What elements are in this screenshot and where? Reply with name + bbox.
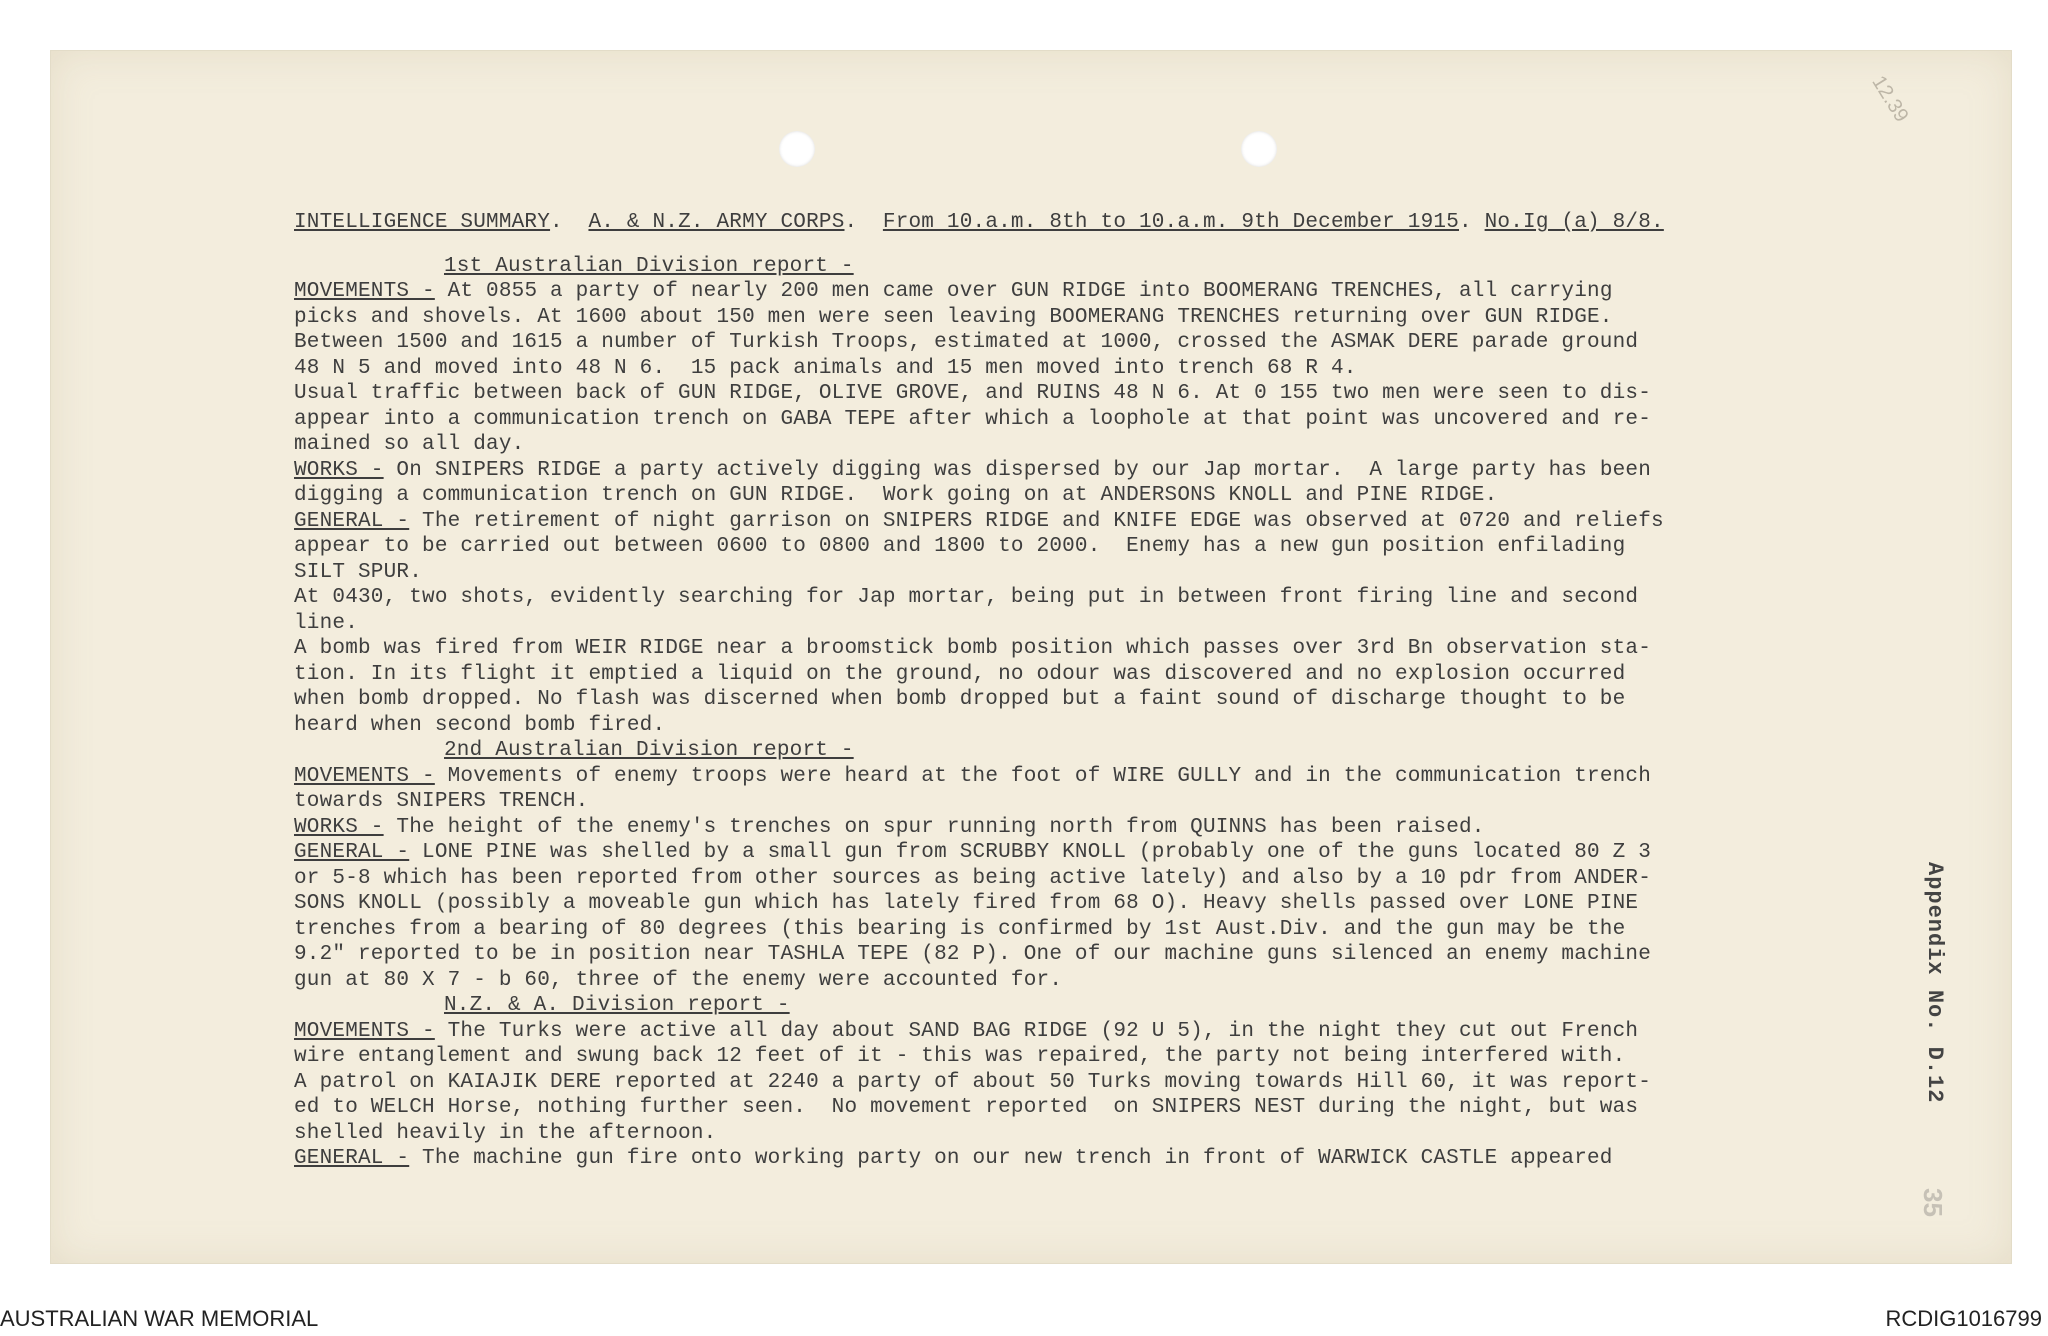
paragraph-line: tion. In its flight it emptied a liquid on the ground, no odour was discovered and no explosion occurred — [294, 662, 1626, 686]
paragraph-line: A patrol on KAIAJIK DERE reported at 2240 a party of about 50 Turks moving towards Hill 60, it was report- — [294, 1070, 1652, 1094]
paragraph-line: ed to WELCH Horse, nothing further seen. No movement reported on SNIPERS NEST during the night, but was — [294, 1096, 1639, 1119]
paragraph-line: heard when second bomb fired. — [294, 713, 666, 737]
paragraph-line: when bomb dropped. No flash was discerned when bomb dropped but a faint sound of discharge thought to be — [294, 688, 1626, 711]
paragraph-line: Between 1500 and 1615 a number of Turkish Troops, estimated at 1000, crossed the ASMAK DERE parade ground — [294, 331, 1639, 354]
appendix-label: Appendix No. D.12 — [1922, 862, 1947, 1104]
paragraph-line: 9.2" reported to be in position near TASHLA TEPE (82 P). One of our machine guns silenced an enemy machine — [294, 943, 1652, 966]
paragraph-line: SILT SPUR. — [294, 560, 423, 584]
paragraph-line: MOVEMENTS - The Turks were active all day about SAND BAG RIDGE (92 U 5), in the night they cut out French — [294, 1019, 1639, 1043]
page-stamp-number: 35 — [1918, 1188, 1948, 1217]
paragraph-line: towards SNIPERS TRENCH. — [294, 790, 589, 813]
paragraph-line: gun at 80 X 7 - b 60, three of the enemy were accounted for. — [294, 968, 1063, 992]
pencil-note: 12.39 — [1867, 72, 1913, 127]
paragraph-line: GENERAL - The machine gun fire onto working party on our new trench in front of WARWICK CASTLE appeared — [294, 1147, 1613, 1170]
punch-hole — [779, 131, 815, 167]
paragraph-line: trenches from a bearing of 80 degrees (this bearing is confirmed by 1st Aust.Div. and the gun may be the — [294, 917, 1626, 941]
paragraph-line: GENERAL - The retirement of night garrison on SNIPERS RIDGE and KNIFE EDGE was observed at 0720 and reliefs — [294, 509, 1664, 533]
paragraph-line: GENERAL - LONE PINE was shelled by a small gun from SCRUBBY KNOLL (probably one of the guns located 80 Z 3 — [294, 841, 1652, 864]
section-heading: N.Z. & A. Division report - — [444, 994, 790, 1017]
paragraph-line: or 5-8 which has been reported from other sources as being active lately) and also by a 10 pdr from ANDER- — [294, 866, 1652, 890]
paragraph-line: A bomb was fired from WEIR RIDGE near a broomstick bomb position which passes over 3rd Bn observation sta- — [294, 637, 1652, 660]
summary-header: INTELLIGENCE SUMMARY. A. & N.Z. ARMY CORPS. From 10.a.m. 8th to 10.a.m. 9th December 1915. No.Ig (a) 8/8. — [294, 211, 1664, 234]
paragraph-line: WORKS - On SNIPERS RIDGE a party actively digging was dispersed by our Jap mortar. A large party has been — [294, 458, 1652, 482]
paragraph-line: appear into a communication trench on GABA TEPE after which a loophole at that point was uncovered and re- — [294, 407, 1652, 431]
paragraph-line: mained so all day. — [294, 433, 525, 456]
footer-record-id: RCDIG1016799 — [1885, 1306, 2042, 1331]
section-heading: 2nd Australian Division report - — [444, 739, 854, 762]
paragraph-line: At 0430, two shots, evidently searching for Jap mortar, being put in between front firing line and second — [294, 586, 1639, 609]
paragraph-line: shelled heavily in the afternoon. — [294, 1121, 717, 1145]
paragraph-line: WORKS - The height of the enemy's trenches on spur running north from QUINNS has been raised. — [294, 815, 1485, 839]
paragraph-line: digging a communication trench on GUN RIDGE. Work going on at ANDERSONS KNOLL and PINE RIDGE. — [294, 484, 1498, 507]
footer-institution: AUSTRALIAN WAR MEMORIAL — [0, 1306, 319, 1331]
paragraph-line: MOVEMENTS - At 0855 a party of nearly 200 men came over GUN RIDGE into BOOMERANG TRENCHES, all carrying — [294, 280, 1613, 303]
section-heading: 1st Australian Division report - — [444, 254, 854, 278]
paragraph-line: wire entanglement and swung back 12 feet of it - this was repaired, the party not being interfered with. — [294, 1045, 1626, 1068]
paragraph-line: appear to be carried out between 0600 to 0800 and 1800 to 2000. Enemy has a new gun position enfilading — [294, 535, 1626, 558]
typed-text — [294, 210, 1914, 1172]
paragraph-line: MOVEMENTS - Movements of enemy troops were heard at the foot of WIRE GULLY and in the communication trench — [294, 764, 1652, 788]
paragraph-line: 48 N 5 and moved into 48 N 6. 15 pack animals and 15 men moved into trench 68 R 4. — [294, 356, 1357, 380]
paragraph-line: picks and shovels. At 1600 about 150 men were seen leaving BOOMERANG TRENCHES returning over GUN RIDGE. — [294, 305, 1613, 329]
paragraph-line: SONS KNOLL (possibly a moveable gun which has lately fired from 68 O). Heavy shells passed over LONE PINE — [294, 892, 1639, 915]
paragraph-line: line. — [294, 611, 359, 635]
punch-hole — [1241, 131, 1277, 167]
paragraph-line: Usual traffic between back of GUN RIDGE, OLIVE GROVE, and RUINS 48 N 6. At 0 155 two men were seen to dis- — [294, 382, 1652, 405]
